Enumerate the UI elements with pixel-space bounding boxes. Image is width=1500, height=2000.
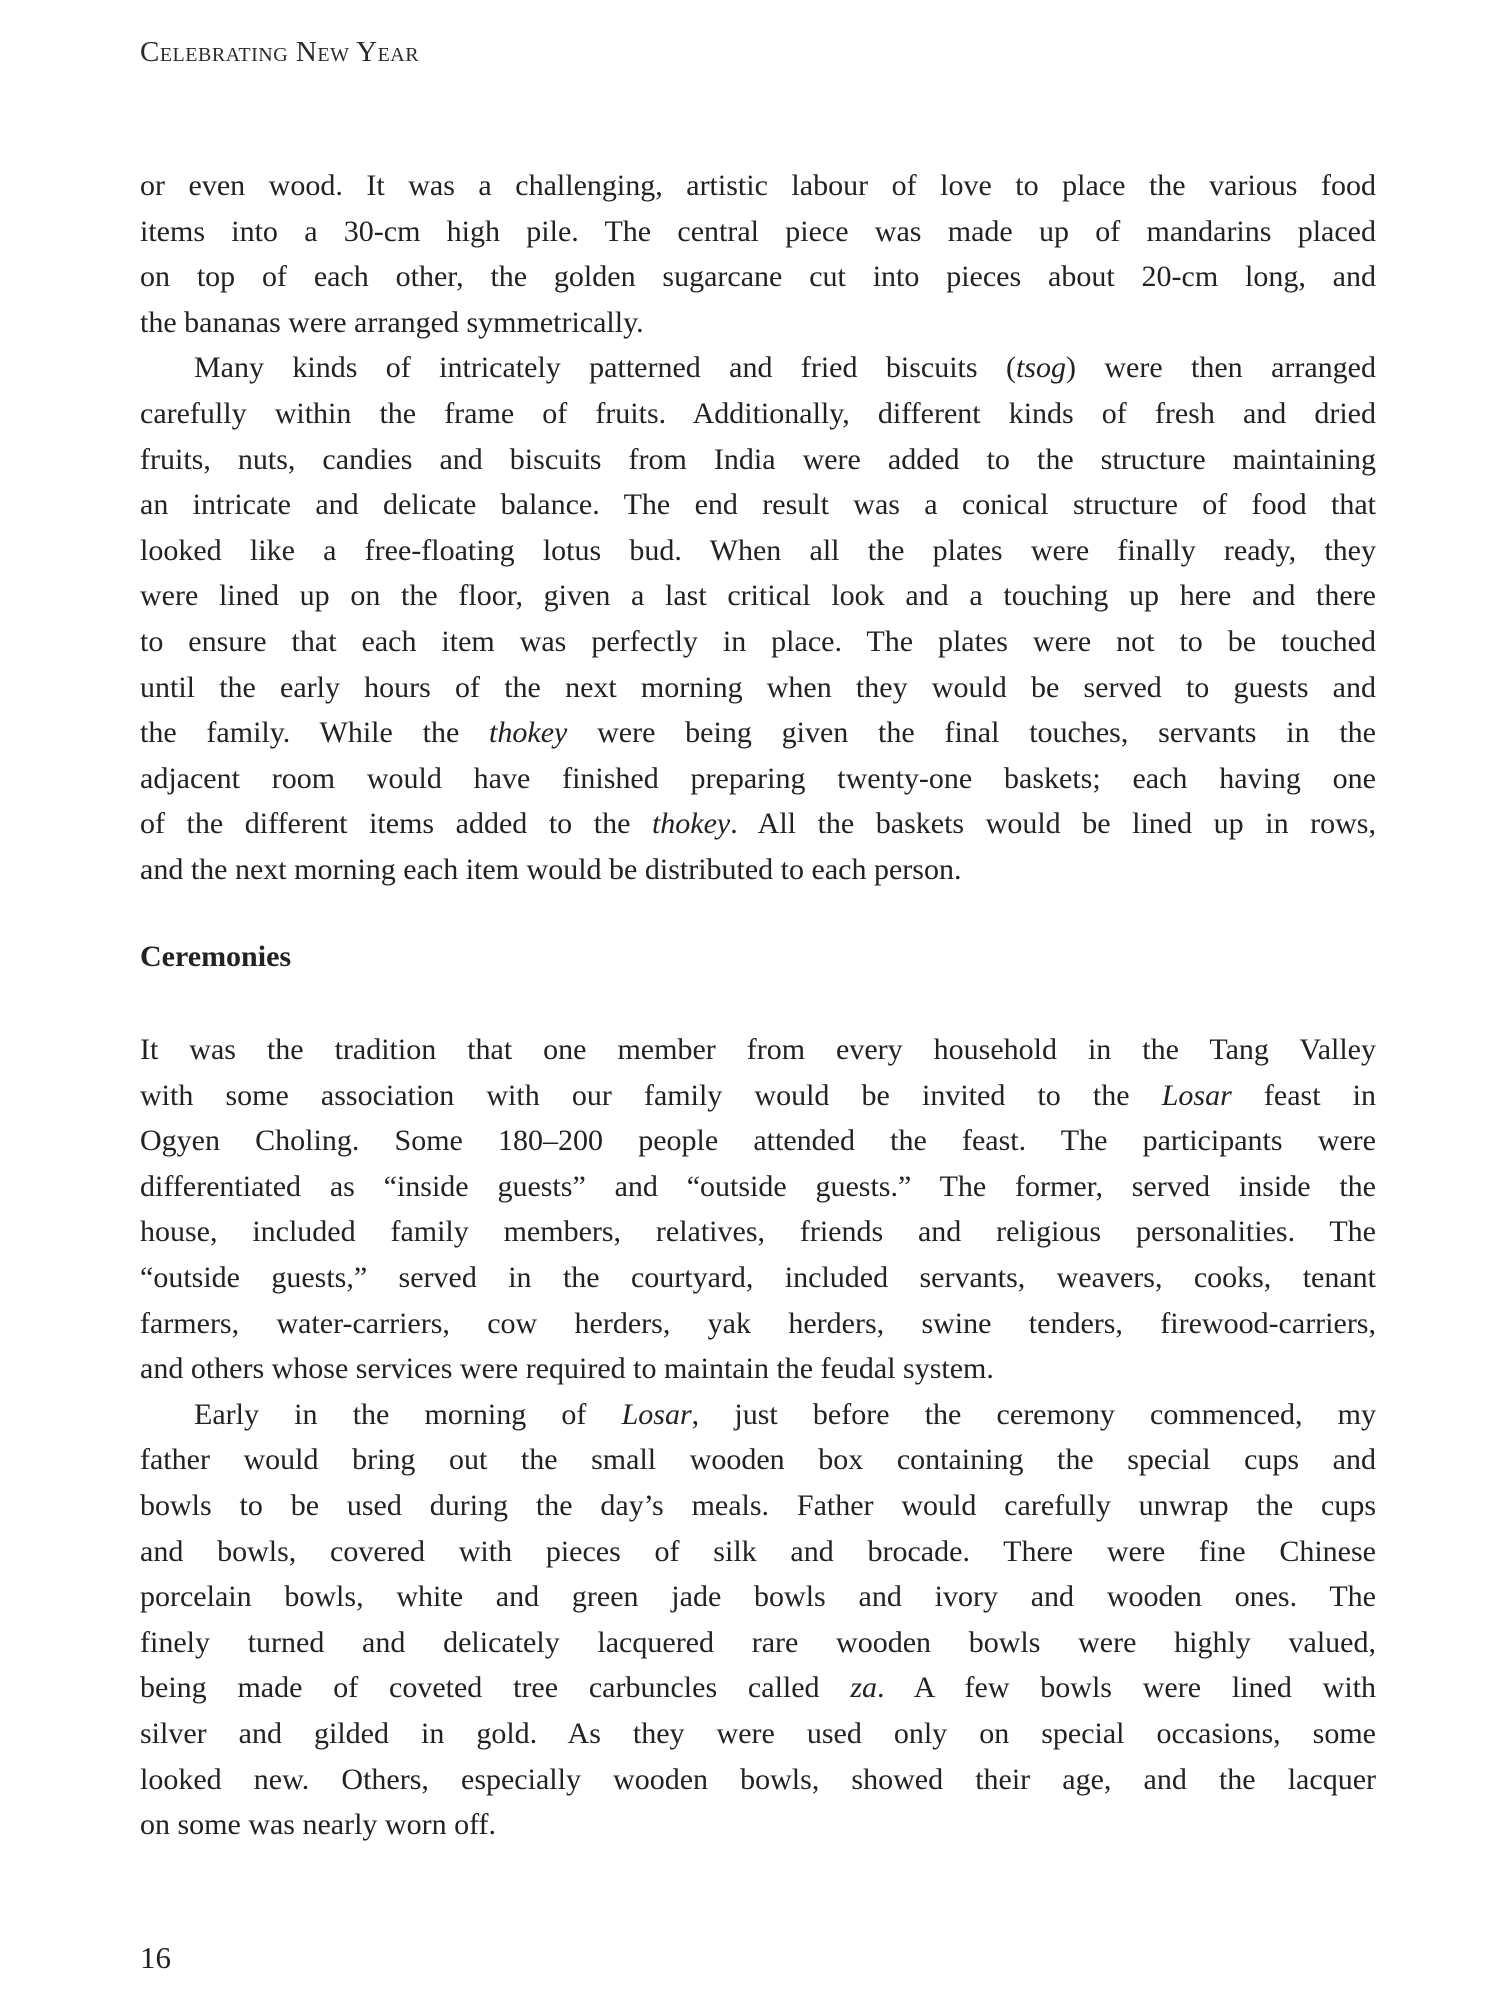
text-run: the family. While the xyxy=(140,716,490,750)
text-run: until the early hours of the next morning when they would be served to guests and xyxy=(140,670,1376,704)
text-run: items into a 30-cm high pile. The central piece was made up of mandarins placed xyxy=(140,214,1376,248)
text-line xyxy=(140,1073,1376,1119)
text-line xyxy=(140,1346,1376,1392)
text-line xyxy=(140,1529,1376,1575)
text-run: an intricate and delicate balance. The end result was a conical structure of food that xyxy=(140,488,1376,522)
text-run: and others whose services were required to maintain the feudal system. xyxy=(140,1352,994,1386)
italic-term: thokey xyxy=(651,807,731,841)
text-run: and bowls, covered with pieces of silk and brocade. There were fine Chinese xyxy=(140,1534,1376,1568)
text-line xyxy=(140,1209,1376,1255)
paragraph xyxy=(140,1027,1376,1392)
text-line xyxy=(140,209,1376,255)
text-line xyxy=(140,437,1376,483)
text-run: differentiated as “inside guests” and “outside guests.” The former, served inside the xyxy=(140,1169,1376,1203)
text-run: the bananas were arranged symmetrically. xyxy=(140,305,644,339)
text-run: house, included family members, relatives, friends and religious personalities. The xyxy=(140,1215,1376,1249)
text-run: farmers, water-carriers, cow herders, yak herders, swine tenders, firewood-carriers, xyxy=(140,1306,1376,1340)
text-run: being made of coveted tree carbuncles called xyxy=(140,1671,851,1705)
text-line xyxy=(140,573,1376,619)
text-run: . All the baskets would be lined up in rows, xyxy=(730,807,1376,841)
text-line xyxy=(140,254,1376,300)
text-line xyxy=(140,756,1376,802)
text-run: and the next morning each item would be distributed to each person. xyxy=(140,852,962,886)
text-run: , just before the ceremony commenced, my xyxy=(691,1397,1376,1431)
text-run: were being given the final touches, servants in the xyxy=(567,716,1376,750)
text-run: bowls to be used during the day’s meals. Father would carefully unwrap the cups xyxy=(140,1488,1376,1522)
text-run: feast in xyxy=(1231,1078,1377,1112)
text-line xyxy=(140,1437,1376,1483)
text-run: “outside guests,” served in the courtyard, included servants, weavers, cooks, tenant xyxy=(140,1260,1376,1294)
text-run: on some was nearly worn off. xyxy=(140,1808,497,1842)
text-line xyxy=(140,1483,1376,1529)
text-run: were lined up on the floor, given a last critical look and a touching up here and there xyxy=(140,579,1376,613)
italic-term: Losar xyxy=(1161,1078,1232,1112)
text-line xyxy=(140,1255,1376,1301)
italic-term: thokey xyxy=(489,716,568,750)
text-line xyxy=(140,1301,1376,1347)
text-run: carefully within the frame of fruits. Additionally, different kinds of fresh and dried xyxy=(140,396,1376,430)
text-line xyxy=(140,1757,1376,1803)
text-run: or even wood. It was a challenging, artistic labour of love to place the various food xyxy=(140,169,1376,202)
text-line xyxy=(140,619,1376,665)
text-run: looked like a free-floating lotus bud. When all the plates were finally ready, they xyxy=(140,533,1376,567)
text-run: Ogyen Choling. Some 180–200 people attended the feast. The participants were xyxy=(140,1124,1376,1158)
italic-term: za xyxy=(850,1671,878,1705)
text-line xyxy=(140,1574,1376,1620)
paragraph xyxy=(140,163,1376,345)
text-run: silver and gilded in gold. As they were used only on special occasions, some xyxy=(140,1716,1376,1750)
text-run: ) were then arranged xyxy=(1065,351,1376,385)
text-line xyxy=(140,1164,1376,1210)
text-run: looked new. Others, especially wooden bowls, showed their age, and the lacquer xyxy=(140,1762,1376,1796)
text-run: father would bring out the small wooden box containing the special cups and xyxy=(140,1443,1376,1477)
text-line xyxy=(140,528,1376,574)
italic-term: tsog xyxy=(1015,351,1066,385)
text-run: Many kinds of intricately patterned and fried biscuits ( xyxy=(194,351,1016,385)
text-line xyxy=(140,1392,1376,1438)
text-run: adjacent room would have finished preparing twenty-one baskets; each having one xyxy=(140,761,1376,795)
text-run: of the different items added to the xyxy=(140,807,652,841)
paragraph xyxy=(140,345,1376,892)
text-line xyxy=(140,1027,1376,1073)
section-heading: Ceremonies xyxy=(140,940,292,973)
section-body-1 xyxy=(140,163,1376,893)
text-line xyxy=(140,300,1376,346)
text-run: on top of each other, the golden sugarcane cut into pieces about 20-cm long, and xyxy=(140,260,1376,294)
text-line xyxy=(140,1665,1376,1711)
text-line xyxy=(140,163,1376,209)
text-run: with some association with our family would be invited to the xyxy=(140,1078,1162,1112)
paragraph xyxy=(140,1392,1376,1848)
text-line xyxy=(140,665,1376,711)
text-line xyxy=(140,391,1376,437)
text-run: Early in the morning of xyxy=(194,1397,622,1431)
text-line xyxy=(140,1802,1376,1848)
text-run: It was the tradition that one member from every household in the Tang Valley xyxy=(140,1033,1376,1066)
text-line xyxy=(140,1620,1376,1666)
text-line xyxy=(140,847,1376,893)
text-line xyxy=(140,1118,1376,1164)
text-run: porcelain bowls, white and green jade bowls and ivory and wooden ones. The xyxy=(140,1580,1376,1614)
text-run: to ensure that each item was perfectly in place. The plates were not to be touched xyxy=(140,624,1376,658)
text-run: fruits, nuts, candies and biscuits from India were added to the structure maintaining xyxy=(140,442,1376,476)
text-line xyxy=(140,345,1376,391)
section-body-2 xyxy=(140,1027,1376,1848)
running-header: Celebrating New Year xyxy=(140,36,420,68)
text-line xyxy=(140,1711,1376,1757)
text-run: finely turned and delicately lacquered rare wooden bowls were highly valued, xyxy=(140,1625,1376,1659)
text-line xyxy=(140,482,1376,528)
page-number: 16 xyxy=(140,1940,171,1975)
text-line xyxy=(140,801,1376,847)
italic-term: Losar xyxy=(621,1397,692,1431)
text-run: . A few bowls were lined with xyxy=(877,1671,1376,1705)
text-line xyxy=(140,710,1376,756)
